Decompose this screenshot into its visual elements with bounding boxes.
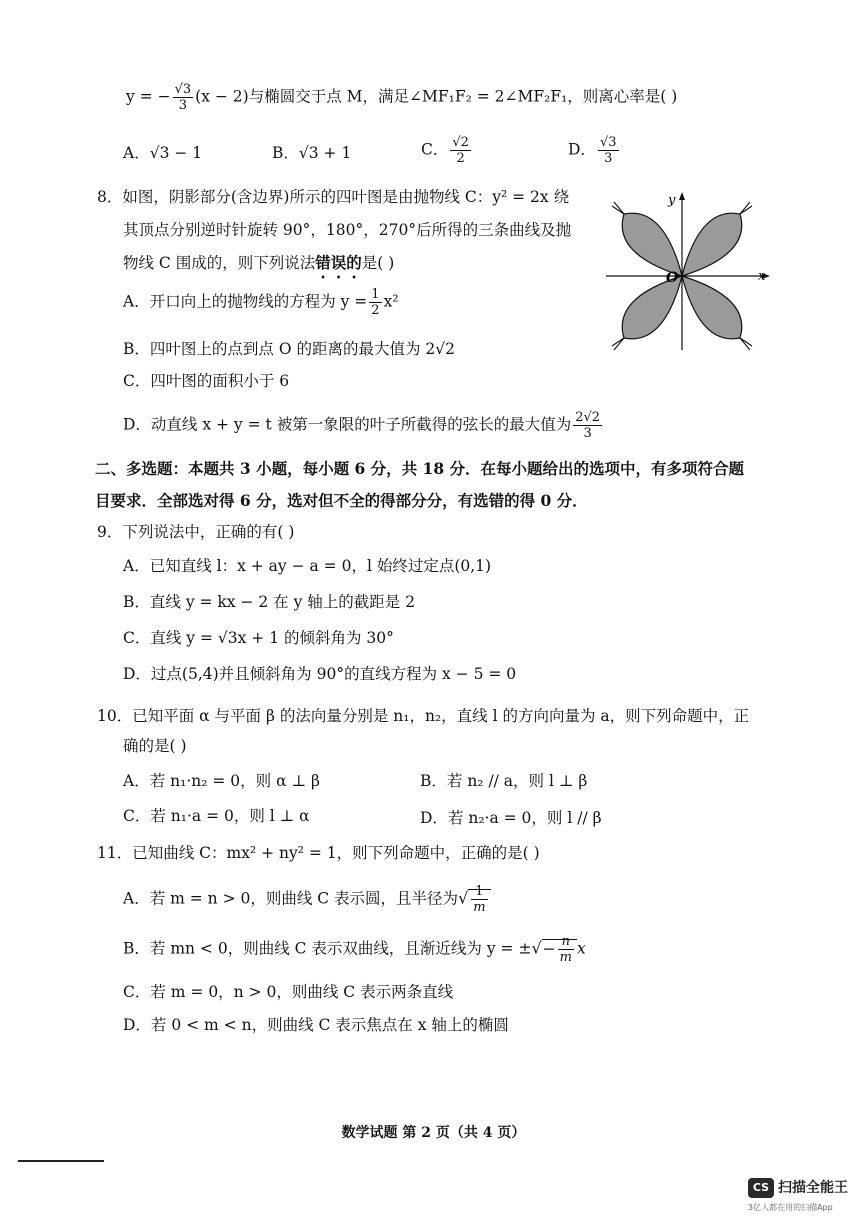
q11-optb-num: n xyxy=(558,934,574,950)
q10-option-a: A．若 n₁·n₂ = 0，则 α ⊥ β xyxy=(123,772,320,790)
q10-option-d: D．若 n₂·a = 0，则 l // β xyxy=(420,809,602,827)
q8-opta-frac xyxy=(369,287,381,318)
camscanner-name: 扫描全能王 xyxy=(778,1180,848,1196)
q8-optd-num: 2√2 xyxy=(575,410,601,425)
q8-line3-post: 是( ) xyxy=(361,254,395,272)
q11-option-c: C．若 m = 0，n > 0，则曲线 C 表示两条直线 xyxy=(123,983,454,1001)
page-footer: 数学试题 第 2 页（共 4 页） xyxy=(341,1125,526,1141)
q7-option-c xyxy=(421,135,473,166)
q11-optb-den: m xyxy=(559,950,572,965)
q11-option-a xyxy=(123,884,491,915)
q8-opta-num: 1 xyxy=(371,287,380,302)
q11-opta-den: m xyxy=(473,900,486,915)
scan-artifact-line xyxy=(18,1160,104,1162)
q8-opta-den: 2 xyxy=(371,303,380,318)
q7-option-b: B．√3 + 1 xyxy=(272,144,352,162)
q9-option-b: B．直线 y = kx − 2 在 y 轴上的截距是 2 xyxy=(123,593,416,611)
q7-optc-num: √2 xyxy=(452,135,469,150)
leaf-top-right xyxy=(682,213,742,276)
sqrt-sign: √ xyxy=(458,888,469,908)
q7-frac-num: √3 xyxy=(174,82,192,97)
q11-stem: 11．已知曲线 C：mx² + ny² = 1，则下列命题中，正确的是( ) xyxy=(97,844,540,862)
q7-fraction xyxy=(173,82,194,113)
q11-opta-num: 1 xyxy=(471,884,487,900)
q8-option-a xyxy=(123,287,399,318)
q10-option-c: C．若 n₁·a = 0，则 l ⊥ α xyxy=(123,807,310,825)
q10-line1: 10．已知平面 α 与平面 β 的法向量分别是 n₁，n₂，直线 l 的方向向量为 a，则下列命题中，正 xyxy=(97,707,750,725)
q9-option-c: C．直线 y = √3x + 1 的倾斜角为 30° xyxy=(123,629,394,647)
q8-line2: 其顶点分别逆时针旋转 90°，180°，270°后所得的三条曲线及抛 xyxy=(123,221,572,239)
q8-line1: 8．如图，阴影部分(含边界)所示的四叶图是由抛物线 C：y² = 2x 绕 xyxy=(97,188,570,206)
x-axis-label: x xyxy=(758,269,766,284)
q7-line-suffix: (x − 2)与椭圆交于点 M，满足∠MF₁F₂ = 2∠MF₂F₁，则离心率是( ) xyxy=(195,87,678,106)
y-axis-label: y xyxy=(668,193,676,208)
curve-extension-tl xyxy=(612,202,624,214)
q7-option-d-frac xyxy=(598,135,619,166)
curve-extension-tr xyxy=(740,202,752,214)
q7-option-d xyxy=(568,135,621,166)
q9-option-d: D．过点(5,4)并且倾斜角为 90°的直线方程为 x − 5 = 0 xyxy=(123,665,517,683)
q11-option-b: B．若 mn < 0，则曲线 C 表示双曲线，且渐近线为 y = ±√− $\frac{n}{m}$ x xyxy=(123,934,586,965)
four-leaf-figure xyxy=(604,188,776,358)
q11-optb-pre: B．若 mn < 0，则曲线 C 表示双曲线，且渐近线为 y = ± xyxy=(123,939,532,958)
q11-opta-pre: A．若 m = n > 0，则曲线 C 表示圆，且半径为 xyxy=(123,889,459,908)
q8-optd-pre: D．动直线 x + y = t 被第一象限的叶子所截得的弦长的最大值为 xyxy=(123,415,572,434)
q7-optd-den: 3 xyxy=(604,151,613,166)
q8-optd-frac xyxy=(573,410,602,441)
origin-label: O xyxy=(666,270,679,286)
q7-option-a: A．√3 − 1 xyxy=(123,144,203,162)
q8-emphasis-wrong: 错误的 xyxy=(315,253,362,272)
q11-optb-post: x xyxy=(576,939,586,958)
q7-option-c-frac xyxy=(450,135,471,166)
q8-line3-pre: 物线 C 围成的，则下列说法 xyxy=(123,254,316,272)
q8-option-c: C．四叶图的面积小于 6 xyxy=(123,372,290,390)
q7-optd-num: √3 xyxy=(599,135,617,150)
leaf-top-left xyxy=(622,213,682,276)
q8-option-d xyxy=(123,410,604,441)
q8-opta-pre: A．开口向上的抛物线的方程为 y = xyxy=(123,292,368,311)
q10-option-b: B．若 n₂ // a，则 l ⊥ β xyxy=(420,772,588,790)
q7-option-d-label: D． xyxy=(568,140,596,159)
curve-extension-bl xyxy=(612,338,624,350)
curve-extension-br xyxy=(740,338,752,350)
q9-option-a: A．已知直线 l：x + ay − a = 0，l 始终过定点(0,1) xyxy=(123,557,492,575)
q8-optd-den: 3 xyxy=(583,426,592,441)
leaf-bottom-right xyxy=(682,276,742,339)
q7-option-c-label: C． xyxy=(421,140,449,159)
section2-line2: 目要求．全部选对得 6 分，选对但不全的得部分分，有选错的得 0 分． xyxy=(95,491,588,510)
q8-opta-post: x² xyxy=(383,292,399,311)
q8-option-b: B．四叶图上的点到点 O 的距离的最大值为 2√2 xyxy=(123,340,455,358)
sqrt-sign: √ xyxy=(531,938,542,958)
q8-line3 xyxy=(123,252,394,282)
y-axis-arrow xyxy=(679,192,685,200)
q11-option-d: D．若 0 < m < n，则曲线 C 表示焦点在 x 轴上的椭圆 xyxy=(123,1016,509,1034)
q7-frac-den: 3 xyxy=(178,98,188,113)
q11-opta-frac xyxy=(471,884,487,915)
q7-line xyxy=(126,82,677,113)
q11-optb-frac xyxy=(558,934,574,965)
q10-line2: 确的是( ) xyxy=(123,737,187,755)
camscanner-logo: CS xyxy=(748,1178,774,1198)
q7-line-prefix: y = − xyxy=(126,87,171,106)
q7-optc-den: 2 xyxy=(456,151,465,166)
section2-line1: 二、多选题：本题共 3 小题，每小题 6 分，共 18 分．在每小题给出的选项中，有多项符合题 xyxy=(95,459,745,478)
q9-stem: 9．下列说法中，正确的有( ) xyxy=(97,523,295,541)
camscanner-tagline: 3亿人都在用的扫描App xyxy=(748,1203,833,1212)
